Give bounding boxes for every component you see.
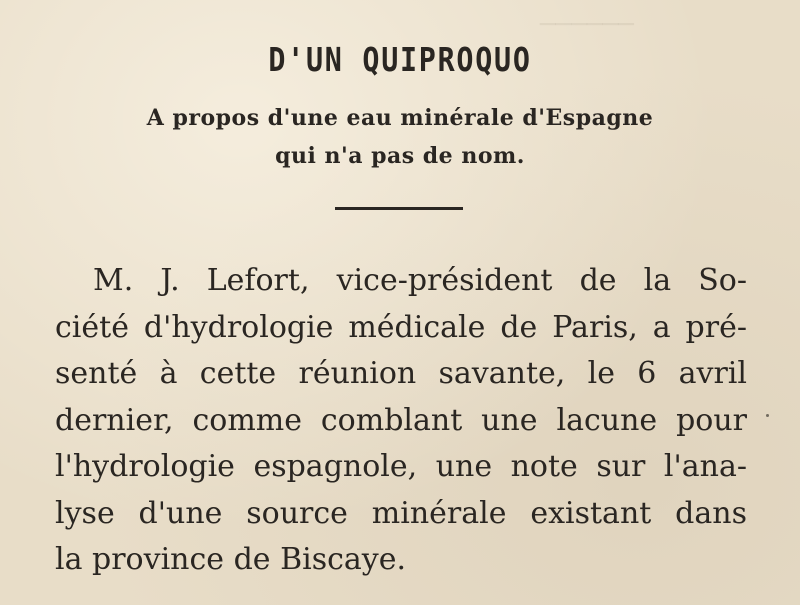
ink-speck [766, 414, 769, 417]
body-line: lyse d'une source minérale existant dans [55, 495, 747, 531]
article-title: D'UN QUIPROQUO [268, 40, 532, 79]
article-subtitle-line-2: qui n'a pas de nom. [275, 143, 525, 169]
article-body [55, 258, 747, 584]
separator-rule [335, 207, 463, 210]
body-line: M. J. Lefort, vice-président de la So- [93, 263, 747, 298]
body-line: la province de Biscaye. [55, 542, 407, 577]
body-line: l'hydrologie espagnole, une note sur l'ana- [55, 449, 747, 484]
body-line: dernier, comme comblant une lacune pour [55, 402, 747, 438]
body-line: ciété d'hydrologie médicale de Paris, a pré- [55, 309, 747, 345]
article-subtitle-line-1: A propos d'une eau minérale d'Espagne [146, 105, 654, 131]
show-through-text: ────── [540, 10, 634, 40]
body-line: senté à cette réunion savante, le 6 avril [55, 356, 747, 391]
